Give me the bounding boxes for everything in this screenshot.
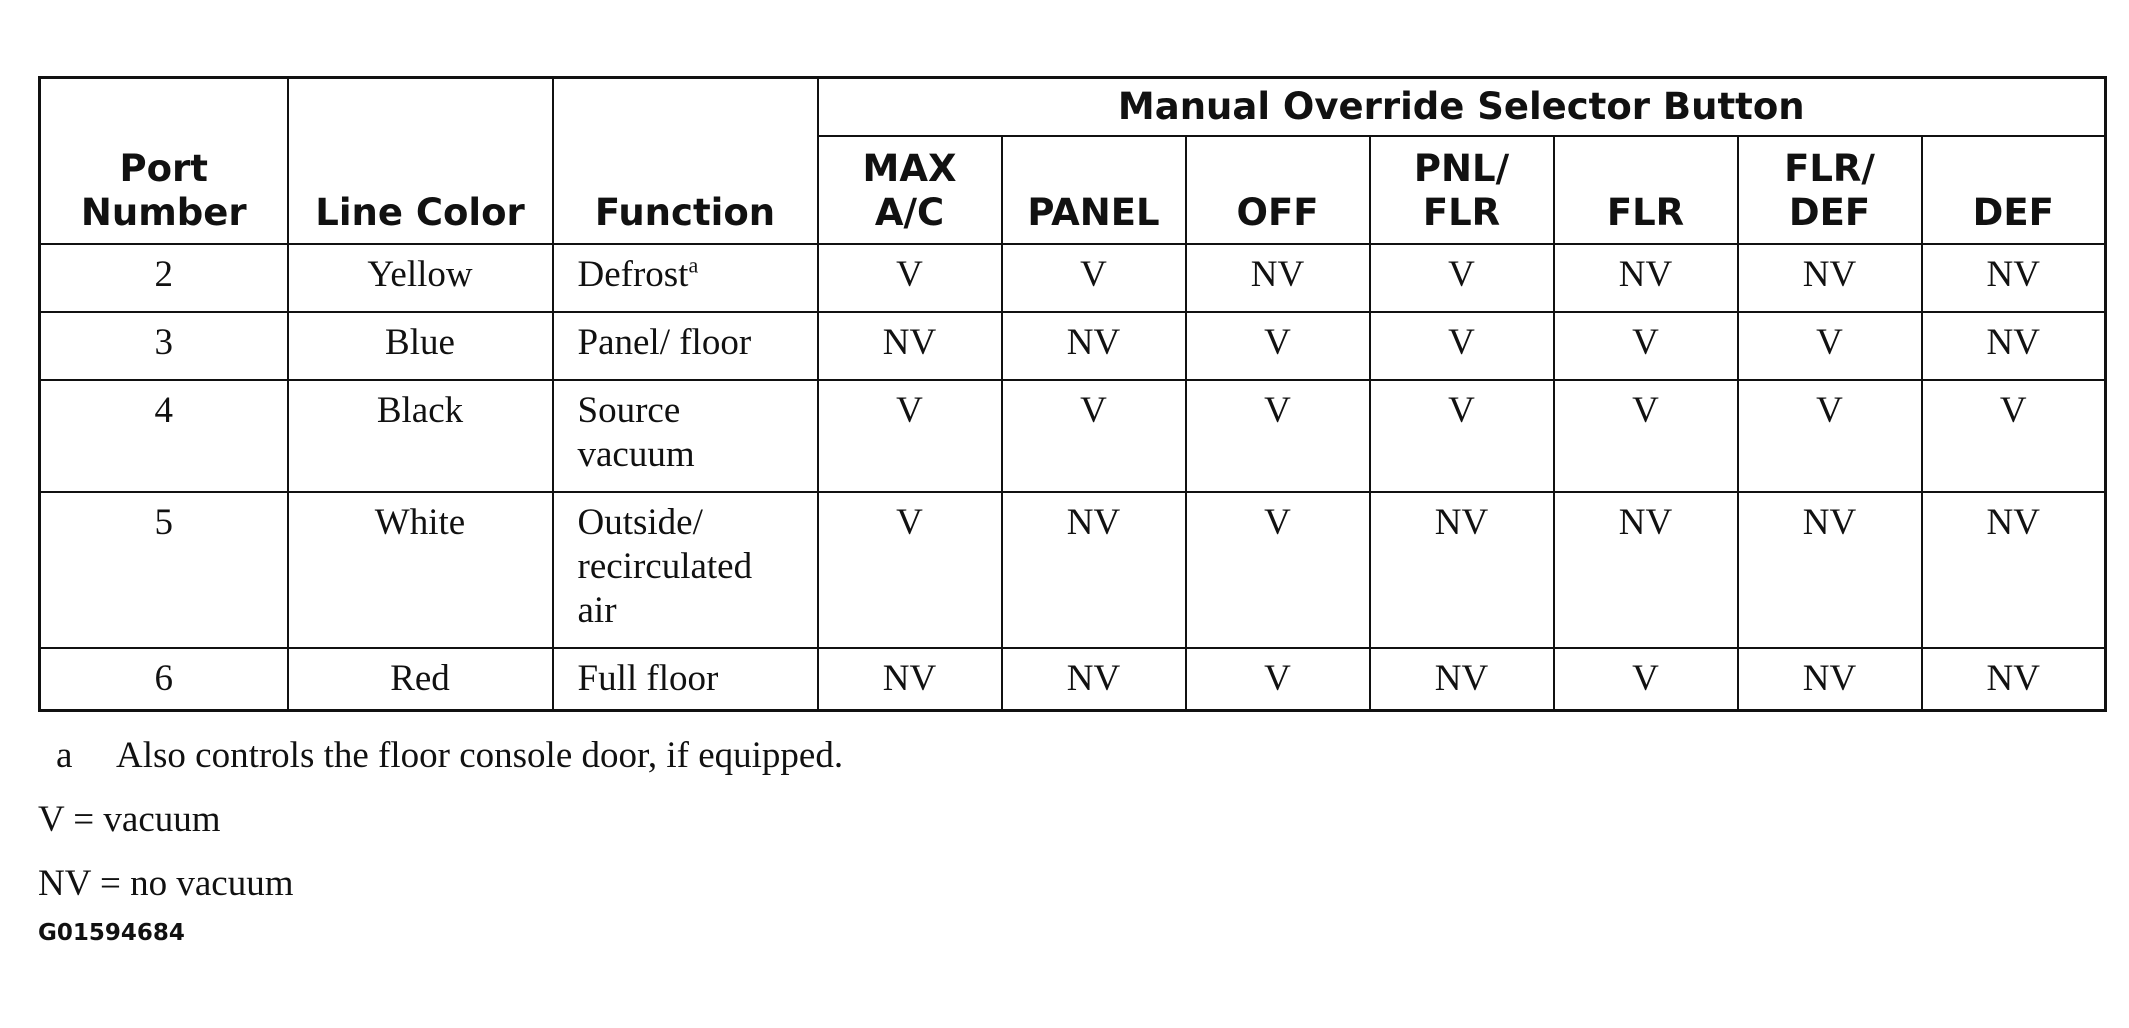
cell-vacuum-state: V bbox=[1554, 312, 1738, 380]
cell-vacuum-state: V bbox=[1738, 312, 1922, 380]
cell-vacuum-state: NV bbox=[1922, 312, 2106, 380]
header-button-line1: FLR/ bbox=[1784, 147, 1875, 190]
cell-vacuum-state: V bbox=[1370, 312, 1554, 380]
header-button-line2: A/C bbox=[874, 191, 945, 234]
cell-vacuum-state: V bbox=[1186, 492, 1370, 648]
document bbox=[38, 76, 2104, 946]
cell-function bbox=[553, 312, 818, 380]
cell-function bbox=[553, 380, 818, 492]
cell-vacuum-state: NV bbox=[1738, 492, 1922, 648]
cell-vacuum-state: NV bbox=[1002, 648, 1186, 711]
cell-function-line bbox=[578, 501, 817, 545]
cell-vacuum-state: V bbox=[818, 244, 1002, 312]
table-row bbox=[40, 244, 2106, 312]
cell-function-text: air bbox=[577, 590, 617, 631]
header-line-color: Line Color bbox=[288, 78, 553, 245]
cell-vacuum-state: NV bbox=[1738, 244, 1922, 312]
cell-vacuum-state: V bbox=[1370, 380, 1554, 492]
cell-function-line bbox=[578, 253, 817, 297]
cell-port-number: 2 bbox=[40, 244, 288, 312]
cell-vacuum-state: NV bbox=[1002, 492, 1186, 648]
header-button-5 bbox=[1738, 136, 1922, 244]
cell-vacuum-state: NV bbox=[1922, 648, 2106, 711]
cell-function-text: Outside/ bbox=[577, 502, 703, 543]
footnote-mark: a bbox=[56, 735, 73, 776]
cell-vacuum-state: V bbox=[818, 492, 1002, 648]
header-button-6 bbox=[1922, 136, 2106, 244]
header-button-line1: PNL/ bbox=[1413, 147, 1510, 190]
header-function: Function bbox=[553, 78, 818, 245]
header-button-1 bbox=[1002, 136, 1186, 244]
cell-vacuum-state: V bbox=[1738, 380, 1922, 492]
cell-function-line bbox=[578, 657, 817, 701]
cell-vacuum-state: NV bbox=[1922, 492, 2106, 648]
cell-line-color: White bbox=[288, 492, 553, 648]
cell-function-text: vacuum bbox=[577, 434, 695, 475]
cell-vacuum-state: NV bbox=[1186, 244, 1370, 312]
cell-vacuum-state: NV bbox=[818, 648, 1002, 711]
cell-vacuum-state: V bbox=[1186, 380, 1370, 492]
header-button-0 bbox=[818, 136, 1002, 244]
cell-vacuum-state: V bbox=[1186, 312, 1370, 380]
cell-vacuum-state: NV bbox=[1738, 648, 1922, 711]
footnote-text: Also controls the floor console door, if equipped. bbox=[116, 735, 844, 776]
header-port-number bbox=[40, 78, 288, 245]
cell-vacuum-state: NV bbox=[1370, 648, 1554, 711]
cell-function-text: Panel/ floor bbox=[577, 322, 752, 363]
cell-vacuum-state: V bbox=[1186, 648, 1370, 711]
cell-port-number: 4 bbox=[40, 380, 288, 492]
cell-vacuum-state: NV bbox=[1002, 312, 1186, 380]
table-notes bbox=[38, 734, 2104, 906]
cell-vacuum-state: NV bbox=[1554, 244, 1738, 312]
table-row bbox=[40, 312, 2106, 380]
cell-vacuum-state: V bbox=[1922, 380, 2106, 492]
header-button-line2: FLR bbox=[1606, 191, 1685, 234]
cell-function-line bbox=[578, 545, 817, 589]
cell-line-color: Red bbox=[288, 648, 553, 711]
cell-function bbox=[553, 244, 818, 312]
header-button-2 bbox=[1186, 136, 1370, 244]
header-button-line2: DEF bbox=[1788, 191, 1871, 234]
vacuum-port-table bbox=[38, 76, 2107, 712]
header-button-4 bbox=[1554, 136, 1738, 244]
cell-function-text: Source bbox=[577, 390, 681, 431]
cell-vacuum-state: V bbox=[818, 380, 1002, 492]
header-manual-override-selector-button: Manual Override Selector Button bbox=[818, 78, 2106, 137]
header-button-line2: OFF bbox=[1236, 191, 1319, 234]
cell-vacuum-state: NV bbox=[1554, 492, 1738, 648]
cell-line-color: Black bbox=[288, 380, 553, 492]
header-button-3 bbox=[1370, 136, 1554, 244]
cell-port-number: 5 bbox=[40, 492, 288, 648]
cell-function-line bbox=[578, 589, 817, 633]
header-button-line2: DEF bbox=[1972, 191, 2054, 234]
cell-function-text: Defrost bbox=[577, 254, 689, 295]
header-button-line2: FLR bbox=[1422, 191, 1501, 234]
cell-line-color: Yellow bbox=[288, 244, 553, 312]
footnote-reference: a bbox=[688, 252, 699, 278]
cell-vacuum-state: V bbox=[1370, 244, 1554, 312]
cell-function-line bbox=[578, 321, 817, 365]
cell-function-text: Full floor bbox=[577, 658, 719, 699]
cell-function-line bbox=[578, 389, 817, 433]
header-button-line1: MAX bbox=[862, 147, 957, 190]
cell-port-number: 3 bbox=[40, 312, 288, 380]
table-row bbox=[40, 380, 2106, 492]
figure-id: G01594684 bbox=[38, 920, 185, 946]
cell-vacuum-state: V bbox=[1554, 380, 1738, 492]
cell-function bbox=[553, 492, 818, 648]
cell-vacuum-state: NV bbox=[818, 312, 1002, 380]
cell-line-color: Blue bbox=[288, 312, 553, 380]
cell-function-text: recirculated bbox=[577, 546, 753, 587]
cell-function-line bbox=[578, 433, 817, 477]
table-row bbox=[40, 648, 2106, 711]
cell-vacuum-state: NV bbox=[1370, 492, 1554, 648]
cell-port-number: 6 bbox=[40, 648, 288, 711]
header-button-line2: PANEL bbox=[1027, 191, 1160, 234]
legend-no-vacuum: NV = no vacuum bbox=[38, 863, 294, 904]
table-row bbox=[40, 492, 2106, 648]
cell-vacuum-state: V bbox=[1002, 380, 1186, 492]
cell-function bbox=[553, 648, 818, 711]
cell-vacuum-state: NV bbox=[1922, 244, 2106, 312]
cell-vacuum-state: V bbox=[1002, 244, 1186, 312]
cell-vacuum-state: V bbox=[1554, 648, 1738, 711]
legend-vacuum: V = vacuum bbox=[38, 799, 221, 840]
header-port-number-line2: Number bbox=[80, 191, 247, 234]
footnote bbox=[38, 734, 2104, 778]
header-port-number-line1: Port bbox=[119, 147, 208, 190]
